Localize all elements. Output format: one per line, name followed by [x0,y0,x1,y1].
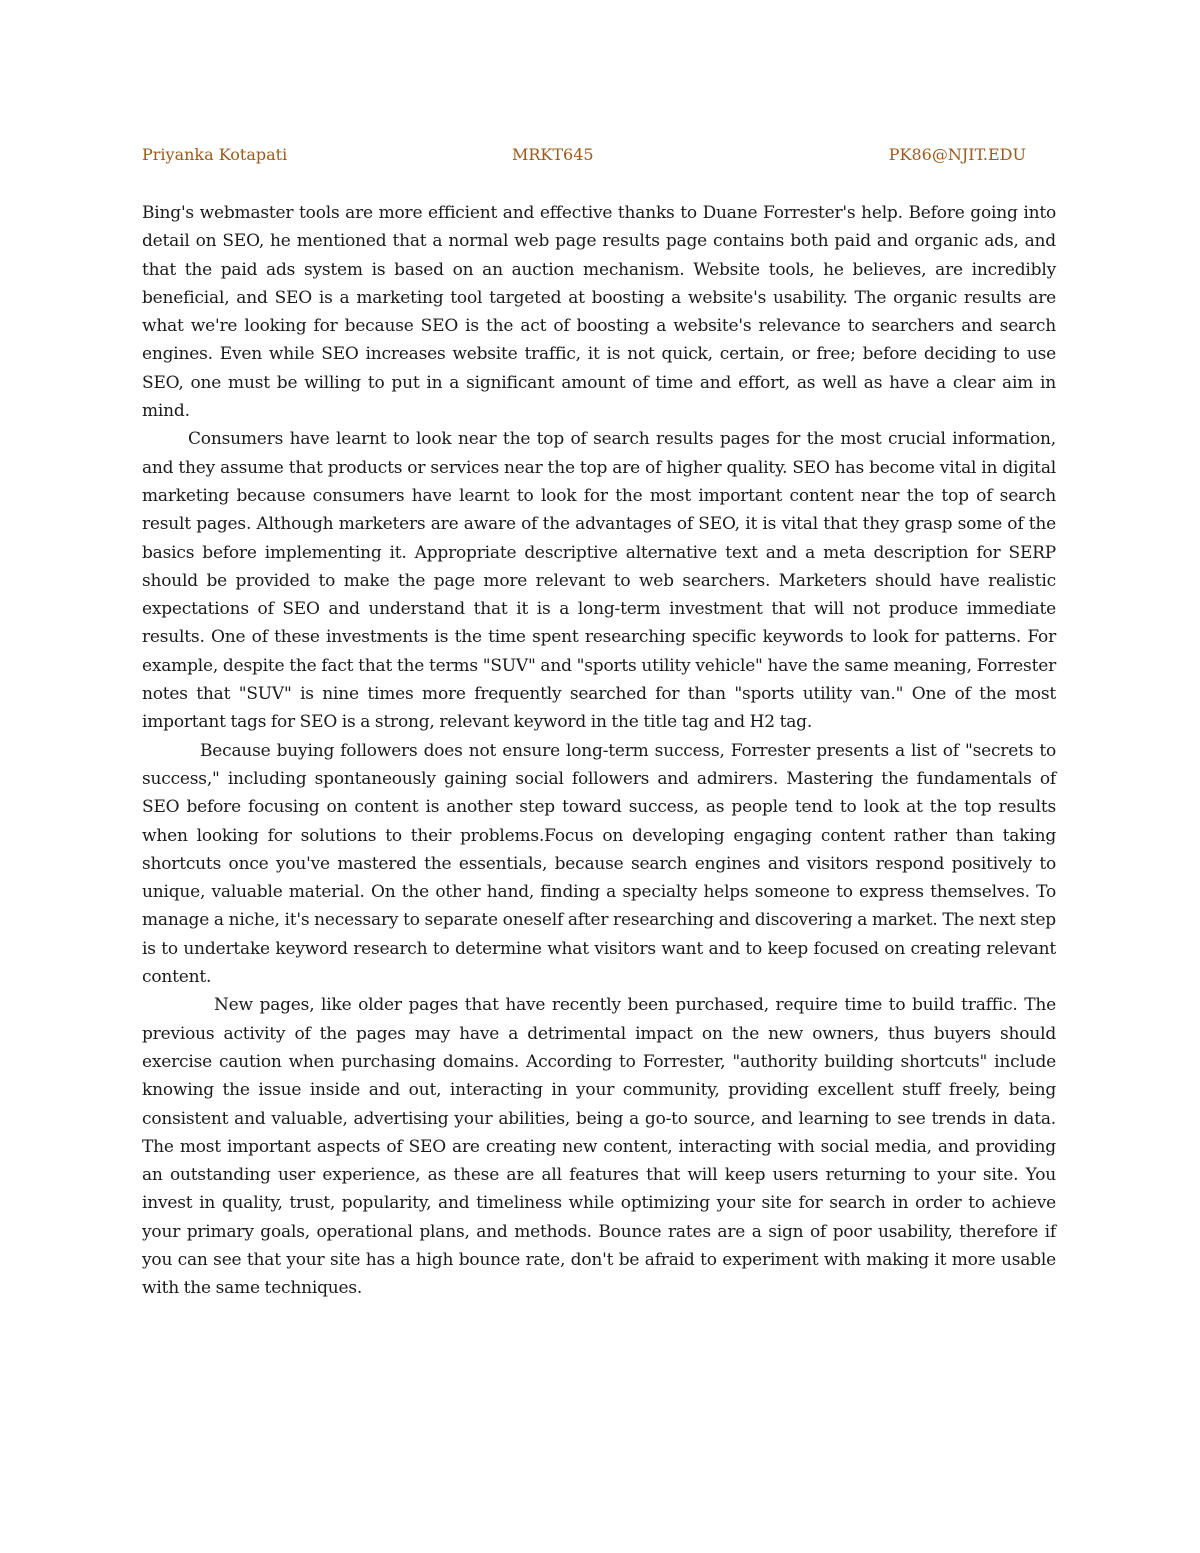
header-email: PK86@NJIT.EDU [888,145,1026,164]
page-header [142,143,1026,167]
paragraph-2: Consumers have learnt to look near the top of search results pages for the most crucial information, and they assume that products or services near the top are of higher quality. SEO has become vital in digital marketing because consumers have learnt to look for the most important content near the top of search result pages. Although marketers are aware of the advantages of SEO, it is vital that they grasp some of the basics before implementing it. Appropriate descriptive alternative text and a meta description for SERP should be provided to make the page more relevant to web searchers. Marketers should have realistic expectations of SEO and understand that it is a long-term investment that will not produce immediate results. One of these investments is the time spent researching specific keywords to look for patterns. For example, despite the fact that the terms "SUV" and "sports utility vehicle" have the same meaning, Forrester notes that "SUV" is nine times more frequently searched for than "sports utility van." One of the most important tags for SEO is a strong, relevant keyword in the title tag and H2 tag. [142,429,1056,733]
paragraph-1: Bing's webmaster tools are more efficient and effective thanks to Duane Forrester's help. Before going into detail on SEO, he mentioned that a normal web page results page contains both paid and organic ads, and that the paid ads system is based on an auction mechanism. Website tools, he believes, are incredibly beneficial, and SEO is a marketing tool targeted at boosting a website's usability. The organic results are what we're looking for because SEO is the act of boosting a website's relevance to searchers and search engines. Even while SEO increases website traffic, it is not quick, certain, or free; before deciding to use SEO, one must be willing to put in a significant amount of time and effort, as well as have a clear aim in mind. [142,203,1056,422]
header-course: MRKT645 [512,145,594,164]
paragraph-4: New pages, like older pages that have recently been purchased, require time to build traffic. The previous activity of the pages may have a detrimental impact on the new owners, thus buyers should exercise caution when purchasing domains. According to Forrester, "authority building shortcuts" include knowing the issue inside and out, interacting in your community, providing excellent stuff freely, being consistent and valuable, advertising your abilities, being a go-to source, and learning to see trends in data. The most important aspects of SEO are creating new content, interacting with social media, and providing an outstanding user experience, as these are all features that will keep users returning to your site. You invest in quality, trust, popularity, and timeliness while optimizing your site for search in order to achieve your primary goals, operational plans, and methods. Bounce rates are a sign of poor usability, therefore if you can see that your site has a high bounce rate, don't be afraid to experiment with making it more usable with the same techniques. [142,995,1056,1299]
paragraph-3: Because buying followers does not ensure long-term success, Forrester presents a list of "secrets to success," including spontaneously gaining social followers and admirers. Mastering the fundamentals of SEO before focusing on content is another step toward success, as people tend to look at the top results when looking for solutions to their problems.Focus on developing engaging content rather than taking shortcuts once you've mastered the essentials, because search engines and visitors respond positively to unique, valuable material. On the other hand, finding a specialty helps someone to express themselves. To manage a niche, it's necessary to separate oneself after researching and discovering a market. The next step is to undertake keyword research to determine what visitors want and to keep focused on creating relevant content. [142,740,1056,988]
document-body [142,199,1056,1303]
header-author: Priyanka Kotapati [142,145,288,164]
